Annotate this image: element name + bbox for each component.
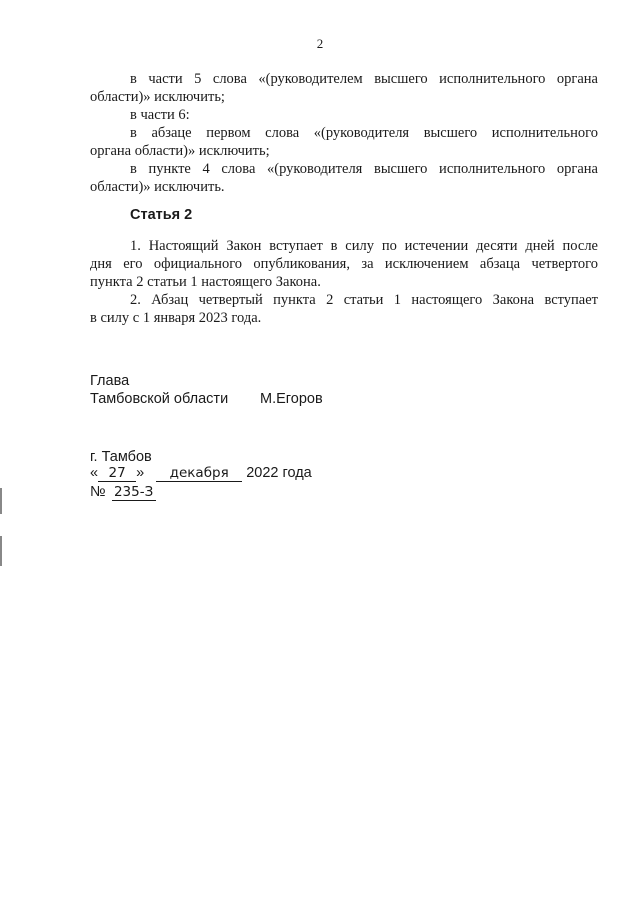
- article-heading: Статья 2: [130, 207, 193, 223]
- amendment-part6: в части 6:: [130, 107, 190, 123]
- signature-title-line1: Глава: [90, 373, 130, 389]
- signature-title-line2: Тамбовской области: [90, 391, 229, 407]
- article-item1-line1: 1. Настоящий Закон вступает в силу по истечении десяти дней после: [130, 238, 598, 254]
- law-number: 235-З: [112, 484, 156, 501]
- date-year: 2022 года: [246, 465, 312, 481]
- page-number: 2: [316, 36, 324, 51]
- date-line: [90, 464, 312, 482]
- amendment-paragraph1-line2: органа области)» исключить;: [90, 143, 270, 159]
- amendment-paragraph1-line1: в абзаце первом слова «(руководителя высшего исполнительного: [130, 125, 598, 141]
- amendment-part5-line1: в части 5 слова «(руководителем высшего исполнительного органа: [130, 71, 598, 87]
- place-of-signing: г. Тамбов: [90, 449, 152, 465]
- amendment-item4-line1: в пункте 4 слова «(руководителя высшего исполнительного органа: [130, 161, 598, 177]
- scan-edge-mark: [0, 536, 2, 566]
- article-item2-line2: в силу с 1 января 2023 года.: [90, 310, 262, 326]
- date-month: декабря: [156, 465, 242, 482]
- date-quote-open: «: [90, 465, 99, 481]
- law-number-line: [90, 483, 156, 501]
- date-quote-close: »: [136, 465, 145, 481]
- amendment-part5-line2: области)» исключить;: [90, 89, 225, 105]
- scan-edge-mark: [0, 488, 2, 514]
- law-number-prefix: №: [90, 484, 106, 500]
- signatory-name: М.Егоров: [260, 391, 323, 407]
- article-item1-line3: пункта 2 статьи 1 настоящего Закона.: [90, 274, 321, 290]
- article-item1-line2: дня его официального опубликования, за исключением абзаца четвертого: [90, 256, 598, 272]
- amendment-item4-line2: области)» исключить.: [90, 179, 225, 195]
- date-day: 27: [98, 465, 136, 482]
- article-item2-line1: 2. Абзац четвертый пункта 2 статьи 1 настоящего Закона вступает: [130, 292, 598, 308]
